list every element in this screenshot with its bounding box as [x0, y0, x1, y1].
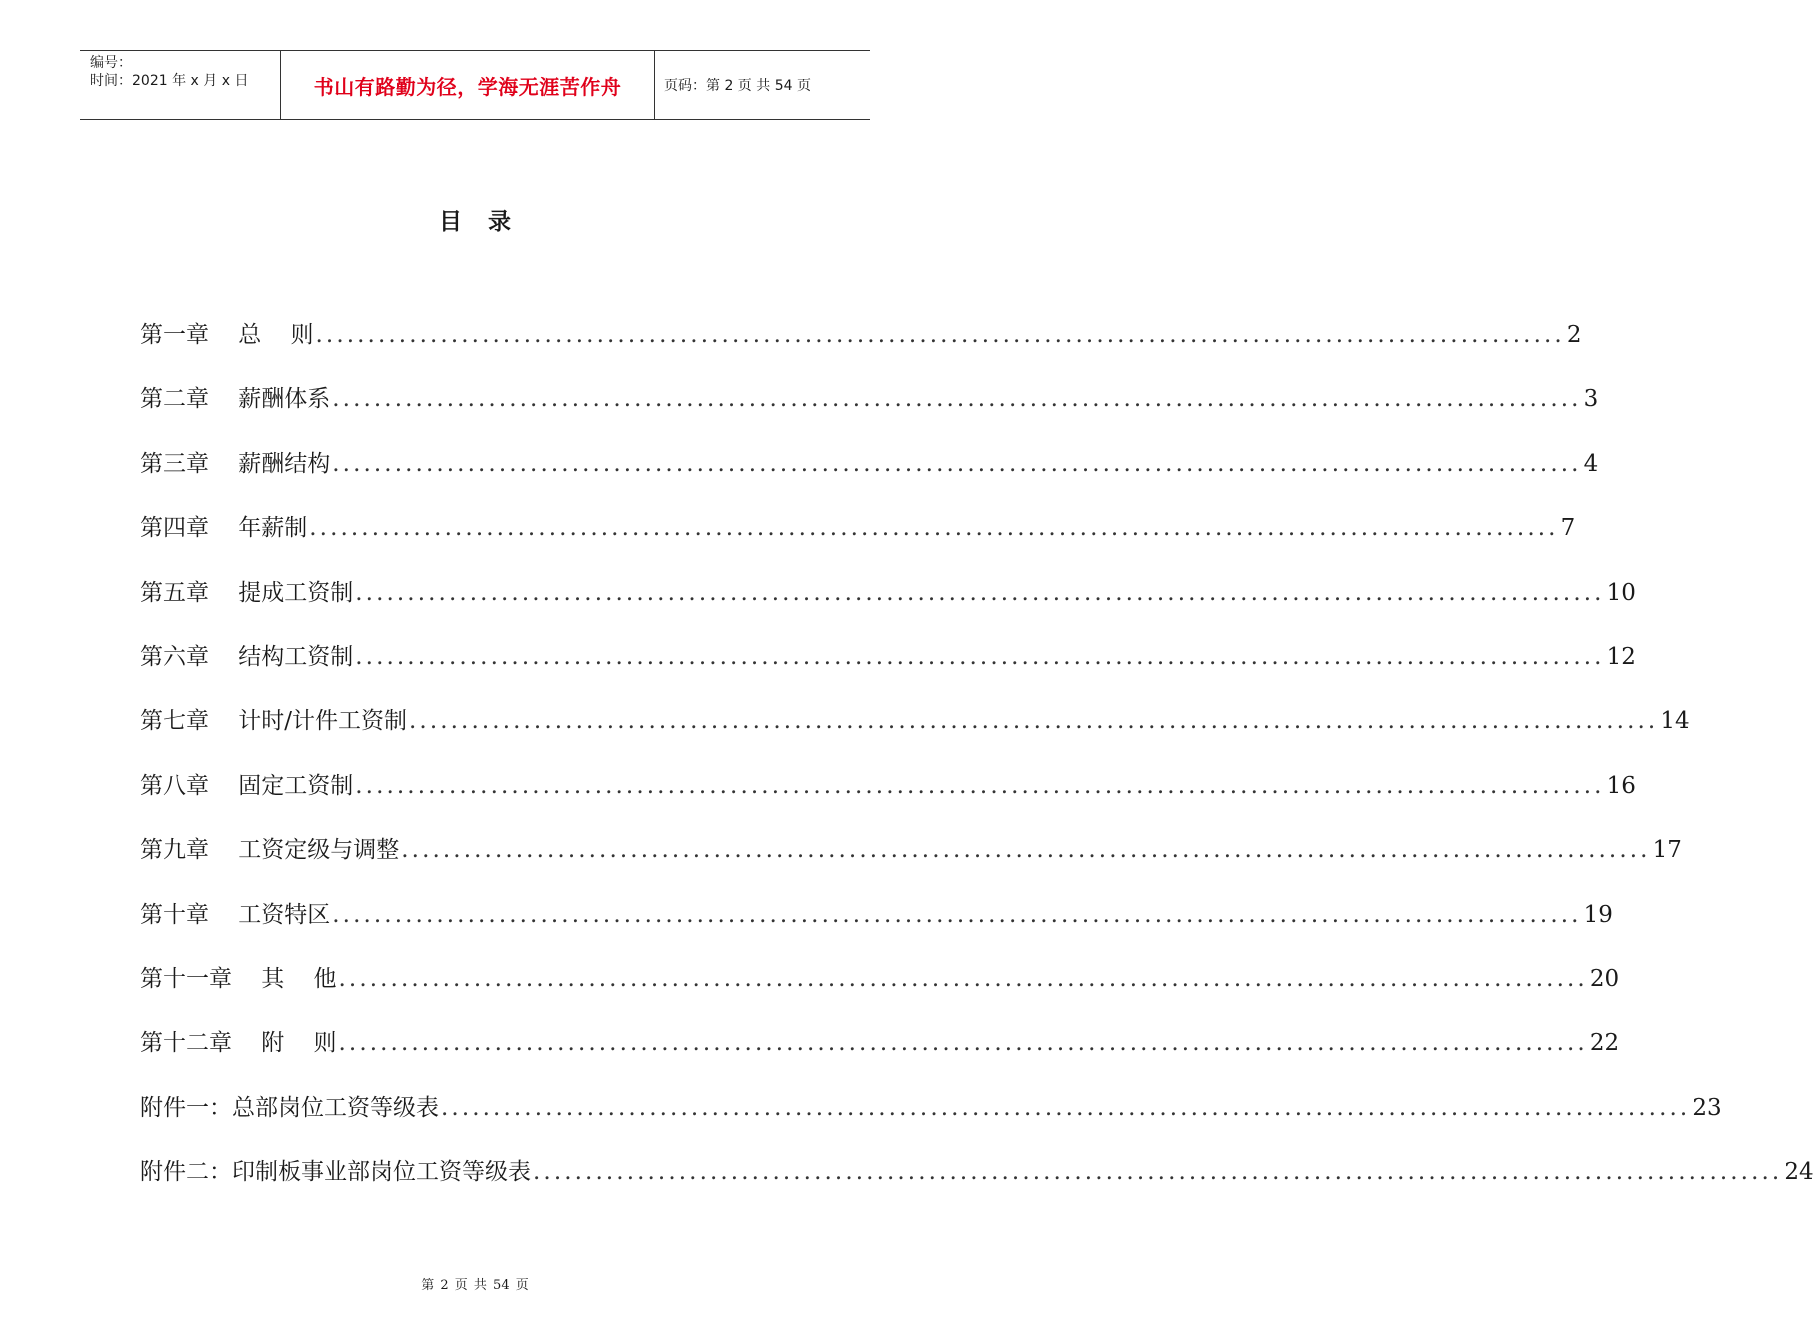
page-header: [80, 50, 870, 120]
toc-leader-dots: ........................................................................................................................: [533, 1159, 1783, 1186]
toc-entry[interactable]: [140, 1152, 1814, 1216]
toc-entry[interactable]: [140, 508, 1576, 572]
toc-leader-dots: ........................................................................................................................: [441, 1094, 1691, 1121]
toc-leader-dots: ........................................................................................................................: [332, 386, 1582, 413]
toc-entry[interactable]: [140, 573, 1636, 637]
toc-leader-dots: ........................................................................................................................: [401, 837, 1651, 864]
toc-leader-dots: ........................................................................................................................: [338, 965, 1588, 992]
toc-entry-page: 4: [1583, 450, 1599, 477]
toc-entry-page: 23: [1692, 1094, 1722, 1121]
toc-entry[interactable]: [140, 379, 1599, 443]
motto: 书山有路勤为径，学海无涯苦作舟: [313, 74, 622, 99]
toc-entry-label: 附件一：总部岗位工资等级表: [140, 1094, 439, 1121]
toc-entry[interactable]: [140, 1088, 1722, 1152]
toc-entry-page: 16: [1606, 772, 1636, 799]
toc-entry-label: 第六章 结构工资制: [140, 643, 354, 670]
page-title: 目录: [439, 209, 537, 235]
toc-entry[interactable]: [140, 830, 1682, 894]
toc-entry-label: 第七章 计时/计件工资制: [140, 708, 407, 735]
toc-entry-label: 第十章 工资特区: [140, 901, 331, 928]
document-date: 时间：2021 年 x 月 x 日: [90, 73, 249, 89]
toc-entry-label: 第三章 薪酬结构: [140, 450, 331, 477]
toc-entry[interactable]: [140, 637, 1636, 701]
toc-entry[interactable]: [140, 1023, 1620, 1087]
header-meta: [80, 51, 281, 119]
toc-leader-dots: ........................................................................................................................: [309, 515, 1559, 542]
toc-leader-dots: ........................................................................................................................: [338, 1030, 1588, 1057]
toc-entry[interactable]: [140, 701, 1690, 765]
toc-leader-dots: ........................................................................................................................: [332, 450, 1582, 477]
toc-entry-label: 第十二章 附 则: [140, 1030, 337, 1057]
toc-entry-page: 22: [1589, 1030, 1620, 1057]
toc-leader-dots: ........................................................................................................................: [355, 772, 1605, 799]
toc-entry-page: 19: [1583, 901, 1613, 928]
toc-entry[interactable]: [140, 959, 1620, 1023]
toc-entry-page: 20: [1589, 965, 1620, 992]
toc-entry-label: 附件二：印制板事业部岗位工资等级表: [140, 1159, 531, 1186]
page-footer: 第 2 页 共 54 页: [421, 1278, 529, 1293]
toc-entry-label: 第五章 提成工资制: [140, 579, 354, 606]
toc-entry-label: 第八章 固定工资制: [140, 772, 354, 799]
toc-entry-label: 第四章 年薪制: [140, 515, 308, 542]
toc-entry-page: 3: [1583, 386, 1599, 413]
toc-leader-dots: ........................................................................................................................: [355, 579, 1605, 606]
toc-entry-label: 第九章 工资定级与调整: [140, 837, 400, 864]
table-of-contents: [140, 315, 1814, 1216]
toc-entry-page: 7: [1560, 515, 1576, 542]
toc-leader-dots: ........................................................................................................................: [332, 901, 1582, 928]
toc-entry-page: 2: [1566, 322, 1582, 348]
toc-entry-label: 第二章 薪酬体系: [140, 386, 331, 413]
toc-leader-dots: ........................................................................................................................: [315, 322, 1565, 348]
toc-leader-dots: ........................................................................................................................: [409, 708, 1659, 735]
header-motto-cell: [281, 51, 655, 119]
toc-entry-page: 14: [1660, 708, 1690, 735]
toc-entry-page: 17: [1652, 837, 1682, 864]
toc-entry-page: 12: [1606, 643, 1636, 670]
toc-entry[interactable]: [140, 895, 1613, 959]
toc-entry-page: 10: [1606, 579, 1636, 606]
toc-entry[interactable]: [140, 444, 1599, 508]
toc-entry-label: 第十一章 其 他: [140, 965, 337, 992]
toc-entry[interactable]: [140, 315, 1582, 379]
toc-entry-page: 24: [1784, 1159, 1814, 1186]
document-number-label: 编号：: [90, 55, 132, 71]
header-page-info: [655, 51, 870, 119]
toc-entry[interactable]: [140, 766, 1636, 830]
toc-leader-dots: ........................................................................................................................: [355, 643, 1605, 670]
header-page-number: 页码：第 2 页 共 54 页: [664, 78, 811, 94]
toc-entry-label: 第一章 总 则: [140, 322, 314, 348]
